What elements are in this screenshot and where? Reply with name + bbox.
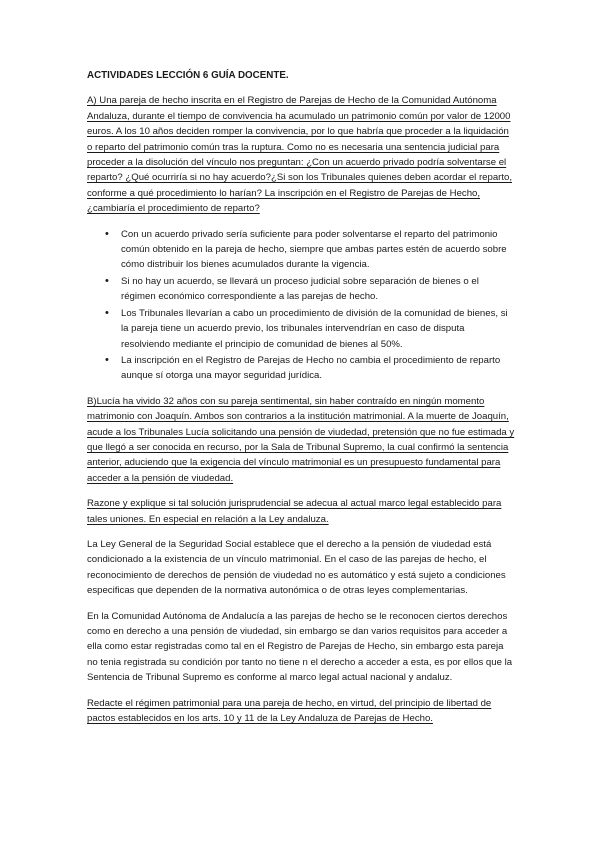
answer-a-item: • La inscripción en el Registro de Parejas de Hecho no cambia el procedimiento de reparto aunque sí otorga una mayor seguridad jurídica. xyxy=(121,353,515,384)
document-body xyxy=(87,68,515,736)
answer-a-item: • Los Tribunales llevarían a cabo un procedimiento de división de la comunidad de bienes, si la pareja tiene un acuerdo previo, los tribunales intervendrían en caso de disputa resolviendo mediante el principio de comunidad de bienes al 50%. xyxy=(121,306,515,352)
answer-b-paragraph-2: En la Comunidad Autónoma de Andalucía a las parejas de hecho se le reconocen ciertos derechos como en derecho a una pensión de viudedad, sin embargo se dan varios requisitos para acceder a ella como estar registradas como tal en el Registro de Parejas de Hecho, sin embargo esta pareja no tenia registrada su condición por tanto no tiene n el derecho a acceder a esta, es por ellos que la Sentencia de Tribunal Supremo es conforme al marco legal actual nacional y andaluz. xyxy=(87,610,513,684)
case-b: B)Lucía ha vivido 32 años con su pareja sentimental, sin haber contraído en ningún momento matrimonio con Joaquín. Ambos son contrarios a la institución matrimonial. A la muerte de Joaquín, acude a los Tribunales Lucía solicitando una pensión de viudedad, pretensión que no fue estimada y que llegó a ser conocida en recurso, por la Sala de Tribunal Supremo, la cual confirmó la sentencia anterior, aduciendo que la exigencia del vínculo matrimonial es un presupuesto fundamental para acceder a la pensión de viudedad. xyxy=(87,395,515,484)
answer-b-paragraph-1: La Ley General de la Seguridad Social establece que el derecho a la pensión de viudedad está condicionado a la existencia de un vínculo matrimonial. En el caso de las parejas de hecho, el reconocimiento de derechos de pensión de viudedad no es automático y está sujeto a condiciones especificas que dependen de la normativa autonómica o de otras leyes complementarias. xyxy=(87,538,506,597)
answers-a-list xyxy=(87,227,515,384)
answer-a-item: • Con un acuerdo privado sería suficiente para poder solventarse el reparto del patrimonio común obtenido en la pareja de hecho, siempre que ambas partes estén de acuerdo sobre cómo distribuir los bienes acumulados durante la vigencia. xyxy=(121,227,515,273)
document-title: ACTIVIDADES LECCIÓN 6 GUÍA DOCENTE. xyxy=(87,70,289,81)
question-b: Razone y explique si tal solución jurisprudencial se adecua al actual marco legal establecido para tales uniones. En especial en relación a la Ley andaluza. xyxy=(87,498,502,525)
question-c: Redacte el régimen patrimonial para una pareja de hecho, en virtud, del principio de libertad de pactos establecidos en los arts. 10 y 11 de la Ley Andaluza de Parejas de Hecho. xyxy=(87,697,492,725)
question-a: A) Una pareja de hecho inscrita en el Registro de Parejas de Hecho de la Comunidad Autónoma Andaluza, durante el tiempo de convivencia ha acumulado un patrimonio común por valor de 12000 euros. A los 10 años deciden romper la convivencia, por lo que habría que proceder a la liquidación o reparto del patrimonio común tras la ruptura. Como no es necesaria una sentencia judicial para proceder a la disolución del vínculo nos preguntan: ¿Con un acuerdo privado podría solventarse el reparto? ¿Qué ocurriría si no hay acuerdo?¿Si son los Tribunales quienes deben acordar el reparto, conforme a qué procedimiento lo harían? La inscripción en el Registro de Parejas de Hecho, ¿cambiaría el procedimiento de reparto? xyxy=(87,95,513,215)
answer-a-item: • Si no hay un acuerdo, se llevará un proceso judicial sobre separación de bienes o el régimen económico correspondiente a las parejas de hecho. xyxy=(121,274,515,305)
